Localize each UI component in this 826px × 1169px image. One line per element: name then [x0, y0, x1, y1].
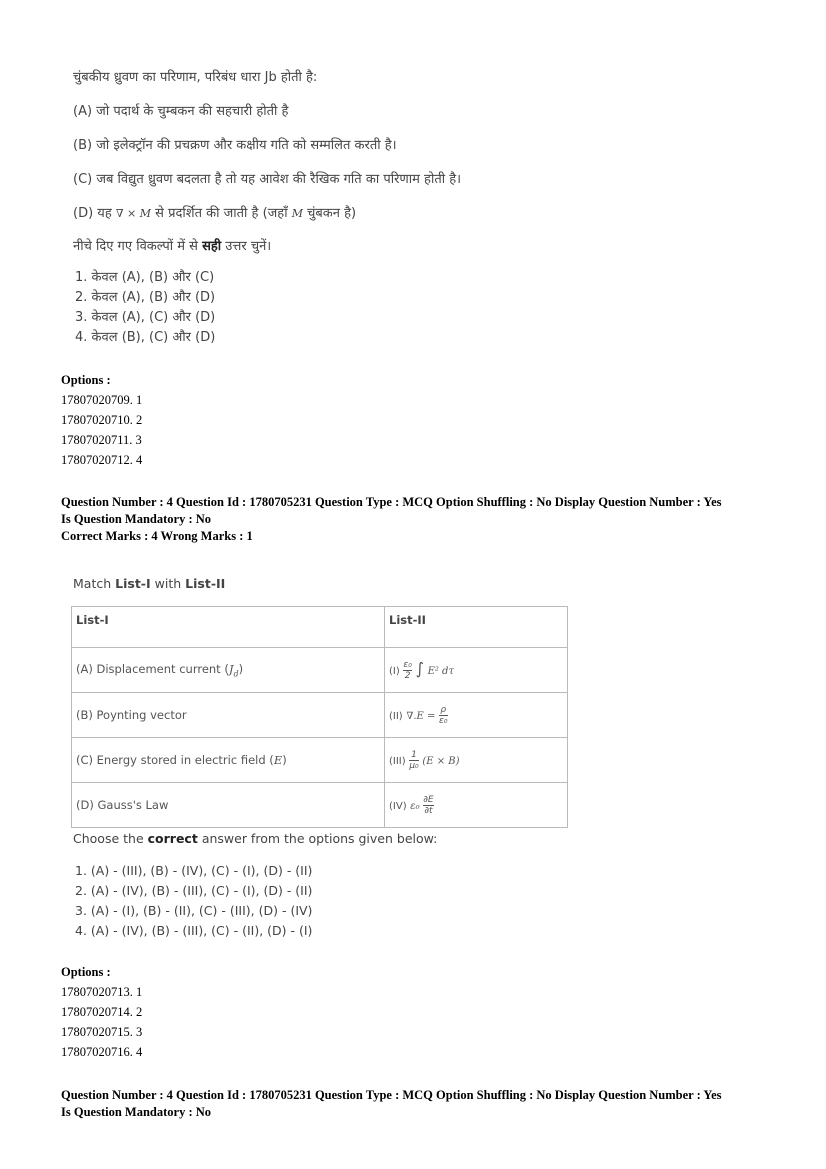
q3-instruction-prefix: नीचे दिए गए विकल्पों में से: [73, 239, 198, 254]
option-id: 17807020714. 2: [61, 1005, 143, 1019]
row-b-fraction: [439, 705, 447, 726]
row-d-expr: ε₀: [410, 800, 420, 812]
frac-num: ∂E: [423, 794, 434, 805]
table-row: [72, 738, 568, 783]
integral-sign: ∫: [415, 659, 424, 678]
row-c-left: (C) Energy stored in electric field (E): [72, 738, 385, 783]
row-d-fraction: [423, 795, 433, 816]
q5-header: [61, 1087, 722, 1121]
q4-header: [61, 494, 722, 545]
q3-choice: 2. केवल (A), (B) और (D): [75, 290, 216, 305]
q3-options-label: Options :: [61, 373, 111, 387]
match-list1: List-I: [115, 576, 151, 591]
magnetization-symbol: M: [291, 207, 303, 220]
option-id: 17807020711. 3: [61, 433, 142, 447]
table-row: [72, 648, 568, 693]
row-c-expr: (E × B): [422, 755, 460, 767]
row-a-right: [385, 648, 568, 693]
table-header-row: [72, 607, 568, 648]
row-a-text: (A) Displacement current: [76, 661, 221, 676]
row-b-expr: ∇.E =: [406, 710, 436, 722]
row-a-label: (I): [389, 666, 400, 677]
q3-statement-d-suffix: चुंबकन है): [307, 206, 357, 221]
q3-choice: 3. केवल (A), (C) और (D): [75, 310, 216, 325]
option-id: 17807020709. 1: [61, 393, 143, 407]
match-list2: List-II: [185, 576, 226, 591]
row-c-right: [385, 738, 568, 783]
q3-choices: [75, 268, 215, 348]
row-d-left: (D) Gauss's Law: [72, 783, 385, 828]
q3-instruction: [73, 236, 271, 254]
q5-header-line1: Question Number : 4 Question Id : 1780705231 Question Type : MCQ Option Shuffling : No Display Question Number : Yes: [61, 1088, 722, 1102]
choose-bold: correct: [147, 831, 198, 846]
row-b-right: [385, 693, 568, 738]
row-c-text: (C) Energy stored in electric field: [76, 753, 266, 767]
match-with: with: [154, 576, 182, 591]
q4-choices: [75, 861, 312, 941]
q4-choice: 1. (A) - (III), (B) - (IV), (C) - (I), (D) - (II): [75, 863, 313, 878]
q4-choice: 2. (A) - (IV), (B) - (III), (C) - (I), (D) - (II): [75, 883, 313, 898]
q4-choice: 4. (A) - (IV), (B) - (III), (C) - (II), (D) - (I): [75, 923, 313, 938]
q3-options-list: [61, 390, 142, 470]
option-id: 17807020710. 2: [61, 413, 143, 427]
frac-den: ε₀: [439, 715, 448, 726]
row-b-left: (B) Poynting vector: [72, 693, 385, 738]
q3-statement-d-mid: से प्रदर्शित की जाती है (जहाँ: [155, 206, 288, 221]
q3-statement-c: (C) जब विद्युत ध्रुवण बदलता है तो यह आवेश की रैखिक गति का परिणाम होती है।: [73, 172, 462, 187]
q4-choose-instruction: [73, 831, 437, 846]
table-row: [72, 783, 568, 828]
q4-header-line1: Question Number : 4 Question Id : 1780705231 Question Type : MCQ Option Shuffling : No Display Question Number : Yes: [61, 495, 722, 509]
row-a-symbol: J: [228, 661, 234, 676]
q3-stem: चुंबकीय ध्रुवण का परिणाम, परिबंध धारा Jb होती है:: [73, 70, 318, 85]
choose-prefix: Choose the: [73, 831, 144, 846]
curl-m-formula: ∇ × M: [115, 207, 152, 220]
choose-suffix: answer from the options given below:: [201, 831, 438, 846]
q3-statement-a: (A) जो पदार्थ के चुम्बकन की सहचारी होती है: [73, 104, 289, 119]
q4-header-line3: Correct Marks : 4 Wrong Marks : 1: [61, 529, 253, 543]
q4-options-list: [61, 982, 142, 1062]
frac-num: 1: [411, 749, 417, 760]
match-prefix: Match: [73, 576, 112, 591]
row-c-fraction: [409, 750, 418, 771]
table-header-list1: List-I: [72, 607, 385, 648]
row-a-fraction: [403, 660, 411, 681]
option-id: 17807020712. 4: [61, 453, 143, 467]
q4-header-line2: Is Question Mandatory : No: [61, 512, 212, 526]
frac-num: ρ: [440, 704, 447, 715]
row-a-expr: E² dτ: [427, 666, 454, 677]
q4-choice: 3. (A) - (I), (B) - (II), (C) - (III), (D) - (IV): [75, 903, 313, 918]
row-c-symbol: E: [273, 753, 283, 767]
frac-den: μ₀: [409, 760, 419, 771]
q5-header-line2: Is Question Mandatory : No: [61, 1105, 212, 1119]
q3-choice: 1. केवल (A), (B) और (C): [75, 270, 215, 285]
row-b-label: (II): [389, 710, 403, 722]
frac-den: ∂t: [424, 805, 433, 816]
option-id: 17807020716. 4: [61, 1045, 143, 1059]
q4-options-label: Options :: [61, 965, 111, 979]
row-a-left: (A) Displacement current $(J_d)$: [72, 648, 385, 693]
q3-instruction-suffix: उत्तर चुनें।: [225, 239, 272, 254]
match-table: [71, 606, 568, 828]
row-c-label: (III): [389, 755, 406, 767]
q3-instruction-bold: सही: [202, 239, 222, 254]
q3-statement-d: [73, 203, 356, 221]
table-row: [72, 693, 568, 738]
q4-match-instruction: [73, 576, 225, 591]
row-a-subscript: d: [233, 669, 239, 679]
q3-choice: 4. केवल (B), (C) और (D): [75, 330, 216, 345]
frac-den: 2: [404, 671, 411, 681]
option-id: 17807020715. 3: [61, 1025, 143, 1039]
table-header-list2: List-II: [385, 607, 568, 648]
q3-statement-d-prefix: (D) यह: [73, 206, 112, 221]
row-d-label: (IV): [389, 800, 407, 812]
option-id: 17807020713. 1: [61, 985, 143, 999]
row-d-right: [385, 783, 568, 828]
frac-num: ε₀: [403, 660, 412, 670]
q3-statement-b: (B) जो इलेक्ट्रॉन की प्रचक्रण और कक्षीय गति को सम्मलित करती है।: [73, 138, 397, 153]
